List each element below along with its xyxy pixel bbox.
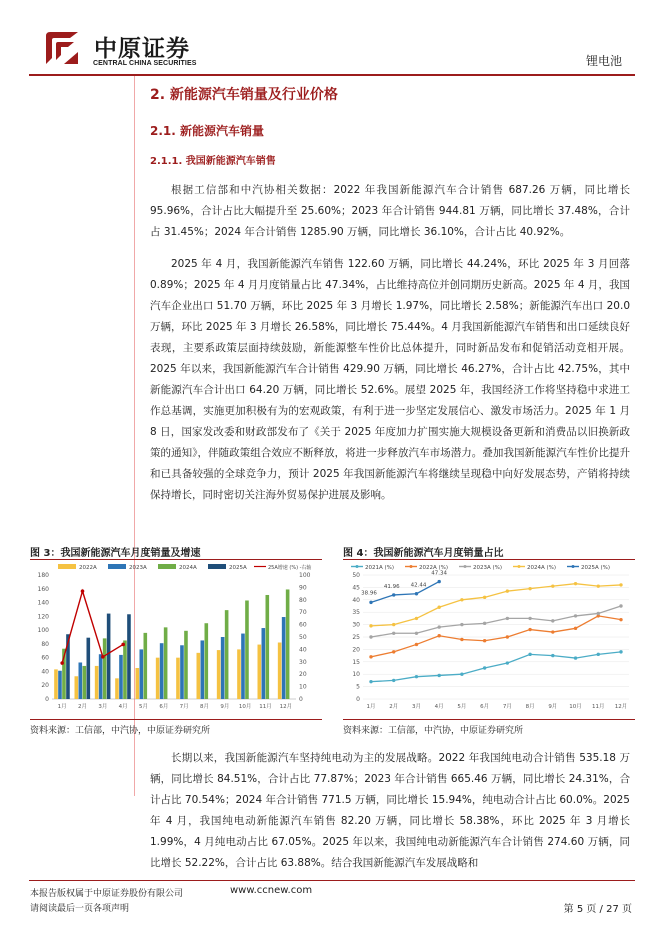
bar-2023A-4月	[119, 655, 123, 699]
bar-2022A-8月	[197, 653, 201, 699]
monthly-sales-bar-chart	[30, 561, 322, 717]
point-2022A (%)-12月	[619, 618, 622, 621]
point-2025A (%)-3月	[415, 592, 418, 595]
point-2021A (%)-10月	[574, 656, 577, 659]
paragraph-annual-sales: 根据工信部和中汽协相关数据：2022 年我国新能源汽车合计销售 687.26 万辆，同比增长 95.96%，合计占比大幅提升至 25.60%；2023 年合计销售 944.81 万辆，同比增长 37.48%，合计占 31.45%；2024 年合计销售 1285.90 万辆，同比增长 36.10%，合计占比 40.92%。	[150, 184, 630, 238]
legend-label-2025A: 2025A	[229, 565, 247, 571]
y-tick-100: 100	[37, 627, 49, 635]
y2-tick-100: 100	[299, 572, 311, 579]
point-2021A (%)-1月	[369, 680, 372, 683]
point-2021A (%)-8月	[528, 653, 531, 656]
x-tick-2月: 2月	[389, 704, 399, 710]
point-2022A (%)-1月	[369, 655, 372, 658]
point-2024A (%)-6月	[483, 596, 486, 599]
y2-tick-10: 10	[299, 683, 307, 691]
bar-2023A-6月	[160, 643, 164, 699]
figure3-top-rule	[30, 559, 322, 560]
x-tick-1月: 1月	[57, 704, 67, 710]
legend-swatch-2022A	[58, 564, 76, 569]
bar-2023A-3月	[99, 654, 103, 699]
data-label-38.96: 38.96	[361, 590, 377, 597]
figure4-top-rule	[343, 559, 635, 560]
legend-marker-2025A (%)	[572, 565, 575, 568]
x-tick-4月: 4月	[434, 704, 444, 710]
bar-2024A-10月	[245, 600, 249, 699]
legend-label-2021A (%): 2021A (%)	[365, 565, 395, 571]
y-tick-160: 160	[37, 585, 49, 593]
y-tick-50: 50	[352, 572, 360, 579]
point-2021A (%)-12月	[619, 650, 622, 653]
footer-divider	[29, 880, 635, 881]
point-2023A (%)-10月	[574, 614, 577, 617]
x-tick-4月: 4月	[118, 704, 128, 710]
x-tick-12月: 12月	[279, 704, 293, 710]
point-2024A (%)-7月	[506, 589, 509, 592]
bar-2022A-3月	[95, 666, 99, 699]
x-tick-8月: 8月	[525, 704, 535, 710]
point-2024A (%)-8月	[528, 587, 531, 590]
legend-marker-2023A (%)	[464, 565, 467, 568]
y2-tick-50: 50	[299, 634, 307, 641]
point-2021A (%)-4月	[437, 674, 440, 677]
x-tick-6月: 6月	[480, 704, 490, 710]
point-2021A (%)-9月	[551, 654, 554, 657]
y-tick-35: 35	[352, 609, 360, 617]
copyright-notice: 本报告版权属于中原证券股份有限公司	[30, 889, 184, 899]
point-2022A (%)-3月	[415, 643, 418, 646]
x-tick-7月: 7月	[502, 704, 512, 710]
growth-line	[62, 591, 123, 663]
y-tick-0: 0	[356, 696, 360, 703]
bar-2024A-11月	[266, 595, 270, 699]
point-2024A (%)-9月	[551, 584, 554, 587]
data-label-41.96: 41.96	[383, 583, 400, 590]
point-2022A (%)-5月	[460, 638, 463, 641]
y-tick-20: 20	[352, 646, 360, 654]
point-2023A (%)-8月	[528, 617, 531, 620]
data-label-47.34: 47.34	[431, 570, 448, 577]
y-tick-140: 140	[37, 599, 49, 607]
point-2023A (%)-4月	[437, 625, 440, 628]
y-tick-30: 30	[352, 621, 360, 629]
line-2024A (%)	[371, 584, 621, 626]
bar-2023A-2月	[79, 662, 83, 699]
bar-2023A-7月	[180, 645, 184, 699]
point-2024A (%)-4月	[437, 606, 440, 609]
point-2023A (%)-2月	[392, 632, 395, 635]
logo-icon	[44, 30, 82, 66]
figure3-title: 图 3：我国新能源汽车月度销量及增速	[30, 548, 201, 559]
bar-2024A-12月	[286, 589, 290, 699]
growth-point-1月	[60, 661, 64, 665]
bar-2025A-4月	[127, 614, 131, 699]
legend-label-growth: 25A增速 (%) -右轴	[268, 565, 312, 571]
x-tick-5月: 5月	[457, 704, 467, 710]
legend-label-2023A (%): 2023A (%)	[473, 565, 503, 571]
line-2023A (%)	[371, 606, 621, 637]
bar-2023A-8月	[201, 640, 205, 699]
header-divider	[29, 74, 635, 76]
y-tick-60: 60	[41, 654, 49, 662]
point-2021A (%)-6月	[483, 666, 486, 669]
paragraph-bev-sales: 长期以来，我国新能源汽车坚持纯电动为主的发展战略。2022 年我国纯电动合计销售 535.18 万辆，同比增长 84.51%，合计占比 77.87%；2023 年合计销售 665.46 万辆，同比增长 24.31%，合计占比 70.54%；2024 年合计销售 771.5 万辆，同比增长 15.94%，纯电动合计占比 60.0%。2025 年 4 月，我国纯电动新能源汽车销售 82.20 万辆，同比增长 58.38%，环比 2025 年 3 月增长 1.99%，4 月纯电动占比 67.05%。2025 年以来，我国纯电动新能源汽车合计销售 274.60 万辆，同比增长 52.22%，合计占比 63.88%。结合我国新能源汽车发展战略和	[150, 752, 630, 869]
point-2024A (%)-11月	[597, 584, 600, 587]
point-2022A (%)-8月	[528, 628, 531, 631]
y-tick-40: 40	[41, 668, 49, 676]
bar-2022A-9月	[217, 650, 221, 699]
point-2024A (%)-5月	[460, 598, 463, 601]
monthly-share-line-chart	[343, 561, 635, 717]
y2-tick-70: 70	[299, 609, 307, 617]
figure3-chart	[30, 561, 322, 721]
bar-2022A-4月	[115, 678, 119, 699]
data-label-42.44: 42.44	[410, 582, 427, 589]
y-tick-25: 25	[352, 634, 360, 641]
point-2025A (%)-2月	[392, 593, 395, 596]
point-2024A (%)-12月	[619, 583, 622, 586]
disclaimer-notice: 请阅读最后一页各项声明	[30, 904, 130, 914]
point-2022A (%)-2月	[392, 650, 395, 653]
y-tick-45: 45	[352, 584, 360, 592]
bar-2022A-1月	[54, 669, 58, 699]
point-2023A (%)-5月	[460, 623, 463, 626]
y2-tick-80: 80	[299, 596, 307, 604]
legend-label-2022A (%): 2022A (%)	[419, 565, 449, 571]
growth-point-4月	[121, 643, 125, 647]
point-2023A (%)-7月	[506, 617, 509, 620]
y-tick-20: 20	[41, 682, 49, 690]
line-2022A (%)	[371, 616, 621, 657]
point-2022A (%)-7月	[506, 635, 509, 638]
bar-2022A-7月	[176, 658, 180, 699]
point-2023A (%)-6月	[483, 622, 486, 625]
point-2022A (%)-10月	[574, 627, 577, 630]
point-2024A (%)-2月	[392, 623, 395, 626]
bar-2023A-11月	[262, 628, 266, 699]
point-2022A (%)-9月	[551, 630, 554, 633]
figure4-bottom-rule	[343, 719, 635, 720]
growth-point-2月	[81, 589, 85, 593]
bar-2023A-9月	[221, 637, 225, 699]
line-2021A (%)	[371, 652, 621, 682]
legend-swatch-2024A	[158, 564, 176, 569]
point-2023A (%)-9月	[551, 619, 554, 622]
x-tick-9月: 9月	[220, 704, 230, 710]
bar-2022A-10月	[237, 649, 241, 699]
legend-marker-2021A (%)	[356, 565, 359, 568]
logo-text-en: CENTRAL CHINA SECURITIES	[93, 60, 197, 67]
x-tick-3月: 3月	[98, 704, 108, 710]
point-2022A (%)-6月	[483, 639, 486, 642]
point-2021A (%)-7月	[506, 661, 509, 664]
bar-2023A-12月	[282, 617, 286, 699]
website-link[interactable]: www.ccnew.com	[230, 885, 313, 896]
y-tick-10: 10	[352, 671, 360, 679]
y2-tick-60: 60	[299, 621, 307, 629]
legend-marker-2022A (%)	[410, 565, 413, 568]
figure3-source: 资料来源：工信部，中汽协，中原证券研究所	[30, 726, 211, 736]
y-tick-40: 40	[352, 596, 360, 604]
heading-level3: 2.1.1. 我国新能源汽车销售	[150, 156, 276, 167]
x-tick-5月: 5月	[139, 704, 148, 710]
bar-2022A-2月	[75, 676, 79, 699]
bar-2022A-11月	[258, 645, 262, 699]
bar-2024A-3月	[103, 638, 107, 699]
point-2023A (%)-1月	[369, 635, 372, 638]
figure4-chart	[343, 561, 635, 721]
y-tick-180: 180	[37, 572, 49, 579]
x-tick-12月: 12月	[614, 704, 628, 710]
y2-tick-20: 20	[299, 671, 307, 679]
legend-swatch-2023A	[108, 564, 126, 569]
figure4-source: 资料来源：工信部，中汽协，中原证券研究所	[343, 726, 524, 736]
logo-text-cn: 中原证券	[94, 35, 190, 62]
bar-2025A-2月	[87, 638, 91, 699]
point-2025A (%)-4月	[437, 580, 440, 583]
legend-swatch-2025A	[208, 564, 226, 569]
point-2025A (%)-1月	[369, 601, 372, 604]
x-tick-10月: 10月	[238, 704, 252, 710]
point-2023A (%)-11月	[597, 612, 600, 615]
x-tick-8月: 8月	[200, 704, 209, 710]
x-tick-11月: 11月	[592, 704, 605, 710]
y-tick-80: 80	[41, 640, 49, 648]
bar-2024A-6月	[164, 627, 168, 699]
bar-2024A-9月	[225, 610, 229, 699]
bar-2024A-2月	[83, 666, 87, 699]
bar-2024A-7月	[184, 631, 188, 699]
x-tick-1月: 1月	[366, 704, 376, 710]
section-label: 锂电池	[585, 54, 622, 68]
bar-2024A-8月	[205, 623, 209, 699]
point-2021A (%)-5月	[460, 673, 463, 676]
point-2023A (%)-3月	[415, 632, 418, 635]
x-tick-10月: 10月	[569, 704, 582, 710]
line-2025A (%)	[371, 582, 439, 603]
legend-label-2023A: 2023A	[129, 565, 147, 571]
heading-level2: 2.1. 新能源汽车销量	[150, 124, 264, 138]
bar-2023A-1月	[58, 671, 62, 699]
y2-tick-40: 40	[299, 646, 307, 654]
y2-tick-90: 90	[299, 584, 307, 592]
bar-2022A-6月	[156, 658, 160, 699]
point-2024A (%)-1月	[369, 624, 372, 627]
y2-tick-0: 0	[299, 696, 303, 703]
bar-2022A-12月	[278, 643, 282, 699]
y-tick-0: 0	[45, 696, 49, 703]
bar-2024A-4月	[123, 640, 127, 699]
bar-2024A-5月	[144, 633, 148, 699]
heading-level1: 2. 新能源汽车销量及行业价格	[150, 87, 338, 103]
point-2022A (%)-4月	[437, 634, 440, 637]
paragraph-april-sales: 2025 年 4 月，我国新能源汽车销售 122.60 万辆，同比增长 44.24%，环比 2025 年 3 月回落 0.89%；2025 年 4 月月度销量占比 47.34%，占比维持高位并创同期历史新高。2025 年 4 月，我国汽车企业出口 51.70 万辆，环比 2025 年 3 月增长 1.97%，同比增长 2.58%；新能源汽车出口 20.0 万辆，环比 2025 年 3 月增长 26.58%，同比增长 75.44%。4 月我国新能源汽车销售和出口延续良好表现，主要系政策层面持续鼓励，新能源整车性价比总体提升，同时新品发布和促销活动竞相开展。2025 年以来，我国新能源汽车合计销售 429.90 万辆，同比增长 46.27%，合计占比 42.75%，其中新能源汽车合计出口 64.20 万辆，同比增长 52.6%。展望 2025 年，我国经济工作将坚持稳中求进工作总基调，实施更加积极有为的宏观政策，有利于进一步坚定发展信心、激发市场活力。2025 年 1 月 8 日，国家发改委和财政部发布了《关于 2025 年度加力扩围实施大规模设备更新和消费品以旧换新政策的通知》，伴随政策组合效应不断释放，将进一步释放汽车市场潜力。叠加我国新能源汽车性价比提升和已具备较强的全球竞争力，预计 2025 年我国新能源汽车将继续呈现稳中向好发展态势，产销将持续保持增长，同时密切关注海外贸易保护进展及影响。	[150, 258, 630, 501]
x-tick-2月: 2月	[78, 704, 87, 710]
bar-2022A-5月	[136, 668, 140, 699]
y-tick-5: 5	[356, 683, 360, 691]
point-2024A (%)-10月	[574, 582, 577, 585]
bar-2023A-10月	[241, 634, 245, 699]
y-tick-120: 120	[37, 613, 49, 621]
legend-label-2024A: 2024A	[179, 565, 197, 571]
legend-label-2025A (%): 2025A (%)	[581, 565, 611, 571]
bar-2023A-5月	[140, 649, 144, 699]
y2-tick-30: 30	[299, 658, 307, 666]
x-tick-9月: 9月	[548, 704, 558, 710]
point-2021A (%)-2月	[392, 679, 395, 682]
x-tick-11月: 11月	[259, 704, 272, 710]
y-tick-15: 15	[352, 658, 360, 666]
figure4-title: 图 4：我国新能源汽车月度销量占比	[343, 548, 504, 559]
point-2021A (%)-3月	[415, 675, 418, 678]
x-tick-6月: 6月	[159, 704, 169, 710]
point-2024A (%)-3月	[415, 617, 418, 620]
page-number: 第 5 页 / 27 页	[563, 904, 632, 915]
point-2023A (%)-12月	[619, 604, 622, 607]
bar-2025A-3月	[107, 614, 111, 699]
x-tick-3月: 3月	[411, 704, 421, 710]
legend-label-2024A (%): 2024A (%)	[527, 565, 557, 571]
x-tick-7月: 7月	[179, 704, 189, 710]
growth-point-3月	[101, 655, 105, 659]
figure3-bottom-rule	[30, 719, 322, 720]
legend-label-2022A: 2022A	[79, 565, 97, 571]
legend-marker-2024A (%)	[518, 565, 521, 568]
point-2021A (%)-11月	[597, 653, 600, 656]
